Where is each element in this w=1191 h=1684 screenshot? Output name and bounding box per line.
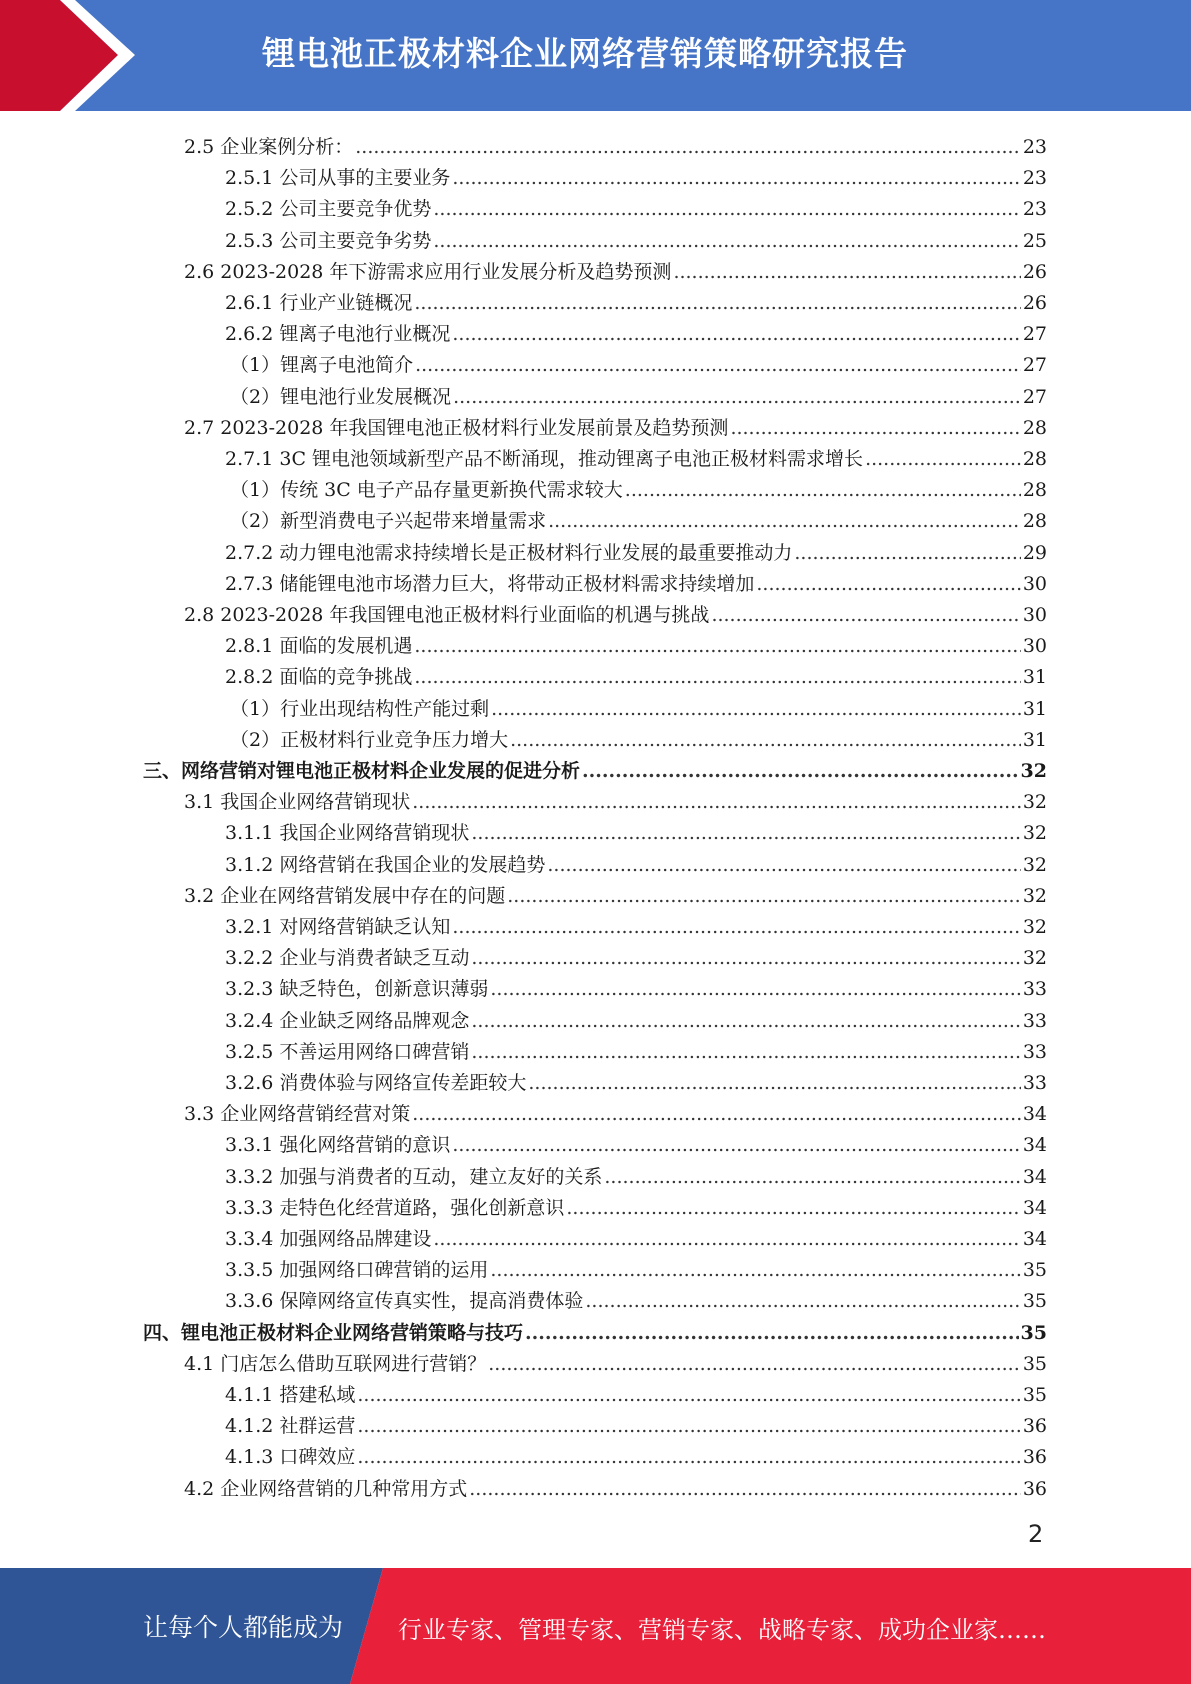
toc-entry-label: 3.2 企业在网络营销发展中存在的问题 — [184, 884, 506, 907]
toc-leader-dots — [412, 790, 1021, 814]
toc-entry[interactable] — [225, 284, 1047, 315]
toc-entry[interactable] — [143, 752, 1047, 783]
toc-entry[interactable] — [225, 1282, 1047, 1313]
toc-entry[interactable] — [225, 1376, 1047, 1407]
toc-leader-dots — [528, 1071, 1020, 1095]
toc-entry-page: 25 — [1022, 229, 1047, 252]
toc-entry-page: 32 — [1022, 916, 1047, 938]
toc-entry-page: 32 — [1022, 884, 1047, 907]
footer-slogan-left: 让每个人都能成为 — [143, 1613, 344, 1642]
toc-entry[interactable] — [225, 814, 1047, 845]
toc-entry[interactable] — [184, 253, 1047, 284]
toc-leader-dots — [488, 1352, 1021, 1376]
toc-entry-page: 33 — [1022, 1040, 1047, 1063]
toc-entry-page: 23 — [1022, 198, 1047, 221]
toc-leader-dots — [433, 197, 1020, 221]
toc-entry-label: 2.8.2 面临的竞争挑战 — [225, 666, 413, 689]
toc-leader-dots — [469, 1477, 1021, 1501]
toc-leader-dots — [711, 603, 1020, 627]
toc-entry-page: 23 — [1022, 136, 1047, 158]
toc-entry[interactable] — [230, 378, 1047, 409]
toc-entry-page: 26 — [1022, 260, 1047, 283]
toc-entry-label: 2.5.2 公司主要竞争优势 — [225, 198, 432, 221]
toc-entry-label: 3.3.3 走特色化经营道路，强化创新意识 — [225, 1196, 565, 1219]
toc-leader-dots — [548, 509, 1021, 533]
toc-leader-dots — [433, 1227, 1020, 1251]
toc-entry[interactable] — [225, 627, 1047, 658]
chevron-decoration-icon — [0, 0, 160, 111]
toc-leader-dots — [453, 385, 1021, 409]
toc-entry[interactable] — [184, 1095, 1047, 1126]
toc-entry-page: 31 — [1022, 697, 1047, 720]
toc-entry-label: （2）正极材料行业竞争压力增大 — [230, 728, 509, 751]
toc-entry-label: 3.2.1 对网络营销缺乏认知 — [225, 916, 451, 938]
toc-leader-dots — [471, 946, 1020, 970]
toc-entry-page: 29 — [1022, 541, 1047, 564]
toc-entry-label: 4.1.2 社群运营 — [225, 1415, 356, 1438]
toc-entry-label: 3.1.1 我国企业网络营销现状 — [225, 822, 470, 845]
toc-entry-page: 26 — [1022, 292, 1047, 314]
toc-entry-page: 35 — [1020, 1321, 1047, 1344]
toc-entry[interactable] — [184, 409, 1047, 440]
page-footer — [0, 1568, 1191, 1684]
toc-leader-dots — [794, 541, 1020, 565]
toc-leader-dots — [491, 697, 1021, 721]
toc-entry[interactable] — [184, 596, 1047, 627]
toc-entry-page: 33 — [1022, 978, 1047, 1001]
toc-entry-page: 32 — [1022, 947, 1047, 970]
toc-leader-dots — [510, 728, 1021, 752]
toc-entry-label: 2.6 2023-2028 年下游需求应用行业发展分析及趋势预测 — [184, 260, 672, 283]
toc-entry[interactable] — [225, 1407, 1047, 1438]
toc-entry-label: 2.6.1 行业产业链概况 — [225, 292, 413, 314]
toc-leader-dots — [355, 135, 1021, 159]
toc-entry-page: 30 — [1022, 635, 1047, 658]
toc-entry-page: 35 — [1022, 1259, 1047, 1282]
toc-entry[interactable] — [230, 502, 1047, 533]
toc-entry-page: 36 — [1022, 1415, 1047, 1438]
toc-entry-label: 2.8.1 面临的发展机遇 — [225, 635, 413, 658]
toc-entry-page: 23 — [1022, 167, 1047, 190]
toc-entry-page: 35 — [1022, 1290, 1047, 1313]
toc-entry-label: 4.1 门店怎么借助互联网进行营销？ — [184, 1352, 487, 1375]
toc-entry[interactable] — [225, 908, 1047, 939]
toc-entry-label: 2.7.3 储能锂电池市场潜力巨大，将带动正极材料需求持续增加 — [225, 572, 755, 595]
toc-entry-label: 4.1.3 口碑效应 — [225, 1446, 356, 1469]
toc-entry-page: 27 — [1022, 385, 1047, 408]
toc-entry-page: 30 — [1022, 572, 1047, 595]
document-title: 锂电池正极材料企业网络营销策略研究报告 — [262, 34, 908, 73]
toc-leader-dots — [357, 1383, 1020, 1407]
toc-entry-page: 32 — [1022, 822, 1047, 845]
toc-entry-label: 3.3.6 保障网络宣传真实性，提高消费体验 — [225, 1290, 584, 1313]
toc-entry-page: 36 — [1022, 1446, 1047, 1469]
toc-entry[interactable] — [225, 565, 1047, 596]
toc-entry-label: 3.2.2 企业与消费者缺乏互动 — [225, 947, 470, 970]
toc-entry[interactable] — [225, 970, 1047, 1001]
toc-entry-label: 4.2 企业网络营销的几种常用方式 — [184, 1477, 468, 1500]
toc-entry-page: 35 — [1022, 1384, 1047, 1406]
toc-entry[interactable] — [225, 222, 1047, 253]
toc-leader-dots — [490, 977, 1020, 1001]
toc-entry[interactable] — [225, 846, 1047, 877]
toc-entry[interactable] — [225, 939, 1047, 970]
toc-entry-page: 34 — [1022, 1134, 1047, 1157]
toc-entry[interactable] — [225, 658, 1047, 689]
toc-entry-page: 34 — [1022, 1196, 1047, 1219]
toc-entry-label: 2.7.2 动力锂电池需求持续增长是正极材料行业发展的最重要推动力 — [225, 541, 793, 564]
toc-leader-dots — [452, 1133, 1020, 1157]
toc-entry-page: 28 — [1022, 479, 1047, 502]
toc-entry-label: 2.5.3 公司主要竞争劣势 — [225, 229, 432, 252]
toc-entry[interactable] — [225, 159, 1047, 190]
toc-leader-dots — [415, 353, 1021, 377]
toc-entry-label: （1）锂离子电池简介 — [230, 354, 414, 377]
toc-leader-dots — [582, 759, 1019, 783]
toc-entry-page: 33 — [1022, 1009, 1047, 1032]
toc-entry-label: 3.1 我国企业网络营销现状 — [184, 791, 411, 814]
toc-leader-dots — [604, 1165, 1020, 1189]
toc-entry-label: 3.2.4 企业缺乏网络品牌观念 — [225, 1009, 470, 1032]
toc-entry[interactable] — [225, 315, 1047, 346]
toc-leader-dots — [566, 1196, 1020, 1220]
toc-leader-dots — [756, 572, 1020, 596]
toc-entry-page: 32 — [1022, 853, 1047, 876]
toc-leader-dots — [357, 1445, 1020, 1469]
toc-entry-page: 34 — [1022, 1165, 1047, 1188]
footer-slogan-right: 行业专家、管理专家、营销专家、战略专家、成功企业家…… — [398, 1616, 1046, 1644]
toc-entry[interactable] — [225, 534, 1047, 565]
toc-leader-dots — [414, 634, 1020, 658]
toc-entry[interactable] — [184, 1345, 1047, 1376]
toc-entry-page: 34 — [1022, 1103, 1047, 1126]
toc-entry-page: 32 — [1020, 760, 1047, 782]
toc-entry-page: 35 — [1022, 1352, 1047, 1375]
toc-entry-label: 四、锂电池正极材料企业网络营销策略与技巧 — [143, 1321, 524, 1344]
toc-entry-page: 32 — [1022, 791, 1047, 814]
toc-entry-page: 34 — [1022, 1228, 1047, 1250]
toc-entry[interactable] — [230, 471, 1047, 502]
toc-leader-dots — [452, 166, 1020, 190]
toc-leader-dots — [471, 1009, 1020, 1033]
toc-entry[interactable] — [184, 783, 1047, 814]
toc-entry[interactable] — [225, 1158, 1047, 1189]
toc-entry[interactable] — [225, 190, 1047, 221]
toc-entry-page: 27 — [1022, 354, 1047, 377]
toc-entry-label: 3.3.1 强化网络营销的意识 — [225, 1134, 451, 1157]
toc-leader-dots — [585, 1289, 1020, 1313]
toc-entry[interactable] — [230, 346, 1047, 377]
toc-entry[interactable] — [230, 721, 1047, 752]
toc-leader-dots — [547, 853, 1020, 877]
toc-entry[interactable] — [184, 128, 1047, 159]
toc-entry-label: （2）新型消费电子兴起带来增量需求 — [230, 510, 547, 533]
toc-entry-label: 3.3.2 加强与消费者的互动，建立友好的关系 — [225, 1165, 603, 1188]
toc-leader-dots — [412, 1102, 1021, 1126]
toc-entry[interactable] — [184, 1470, 1047, 1501]
toc-entry[interactable] — [225, 1002, 1047, 1033]
toc-entry-label: 2.5.1 公司从事的主要业务 — [225, 167, 451, 190]
toc-entry-label: 3.3.5 加强网络口碑营销的运用 — [225, 1259, 489, 1282]
toc-entry-label: 4.1.1 搭建私域 — [225, 1384, 356, 1406]
toc-entry[interactable] — [225, 1064, 1047, 1095]
toc-leader-dots — [433, 229, 1020, 253]
toc-leader-dots — [471, 821, 1020, 845]
toc-leader-dots — [414, 291, 1020, 315]
toc-leader-dots — [525, 1321, 1019, 1345]
toc-entry[interactable] — [184, 877, 1047, 908]
toc-entry-label: 2.7 2023-2028 年我国锂电池正极材料行业发展前景及趋势预测 — [184, 416, 729, 439]
toc-leader-dots — [865, 447, 1021, 471]
toc-entry-label: 2.5 企业案例分析： — [184, 136, 354, 158]
toc-entry-page: 33 — [1022, 1072, 1047, 1094]
toc-entry-page: 28 — [1022, 510, 1047, 533]
toc-entry-label: （2）锂电池行业发展概况 — [230, 385, 452, 408]
toc-leader-dots — [471, 1040, 1020, 1064]
toc-entry[interactable] — [230, 690, 1047, 721]
toc-entry-page: 28 — [1022, 416, 1047, 439]
toc-entry[interactable] — [225, 440, 1047, 471]
toc-entry-label: 2.7.1 3C 锂电池领域新型产品不断涌现，推动锂离子电池正极材料需求增长 — [225, 448, 864, 470]
toc-entry-label: 2.6.2 锂离子电池行业概况 — [225, 323, 451, 346]
toc-entry-label: （1）行业出现结构性产能过剩 — [230, 697, 490, 720]
page-header — [0, 0, 1191, 111]
toc-entry-label: 3.3.4 加强网络品牌建设 — [225, 1228, 432, 1250]
toc-entry-page: 31 — [1022, 728, 1047, 751]
toc-entry-label: 3.3 企业网络营销经营对策 — [184, 1103, 411, 1126]
toc-entry-page: 28 — [1022, 448, 1047, 470]
toc-leader-dots — [730, 416, 1020, 440]
toc-leader-dots — [452, 322, 1020, 346]
toc-entry-label: 3.2.5 不善运用网络口碑营销 — [225, 1040, 470, 1063]
toc-leader-dots — [414, 665, 1020, 689]
toc-entry-label: 3.1.2 网络营销在我国企业的发展趋势 — [225, 853, 546, 876]
toc-entry-page: 36 — [1022, 1477, 1047, 1500]
toc-entry-label: 3.2.6 消费体验与网络宣传差距较大 — [225, 1072, 527, 1094]
toc-entry-label: 三、网络营销对锂电池正极材料企业发展的促进分析 — [143, 760, 581, 782]
toc-leader-dots — [452, 915, 1020, 939]
toc-entry[interactable] — [225, 1126, 1047, 1157]
toc-entry[interactable] — [225, 1251, 1047, 1282]
toc-leader-dots — [507, 884, 1021, 908]
toc-entry[interactable] — [225, 1220, 1047, 1251]
toc-entry-label: 2.8 2023-2028 年我国锂电池正极材料行业面临的机遇与挑战 — [184, 604, 710, 626]
toc-entry-page: 30 — [1022, 604, 1047, 626]
toc-entry-label: 3.2.3 缺乏特色，创新意识薄弱 — [225, 978, 489, 1001]
toc-entry[interactable] — [225, 1189, 1047, 1220]
toc-entry-page: 27 — [1022, 323, 1047, 346]
toc-entry-label: （1）传统 3C 电子产品存量更新换代需求较大 — [230, 479, 623, 502]
toc-leader-dots — [357, 1414, 1020, 1438]
toc-leader-dots — [673, 260, 1020, 284]
toc-entry[interactable] — [225, 1438, 1047, 1469]
toc-entry[interactable] — [143, 1314, 1047, 1345]
toc-entry-page: 31 — [1022, 666, 1047, 689]
toc-leader-dots — [490, 1258, 1020, 1282]
page-number: 2 — [1028, 1520, 1044, 1548]
toc-leader-dots — [625, 478, 1021, 502]
toc-entry[interactable] — [225, 1033, 1047, 1064]
